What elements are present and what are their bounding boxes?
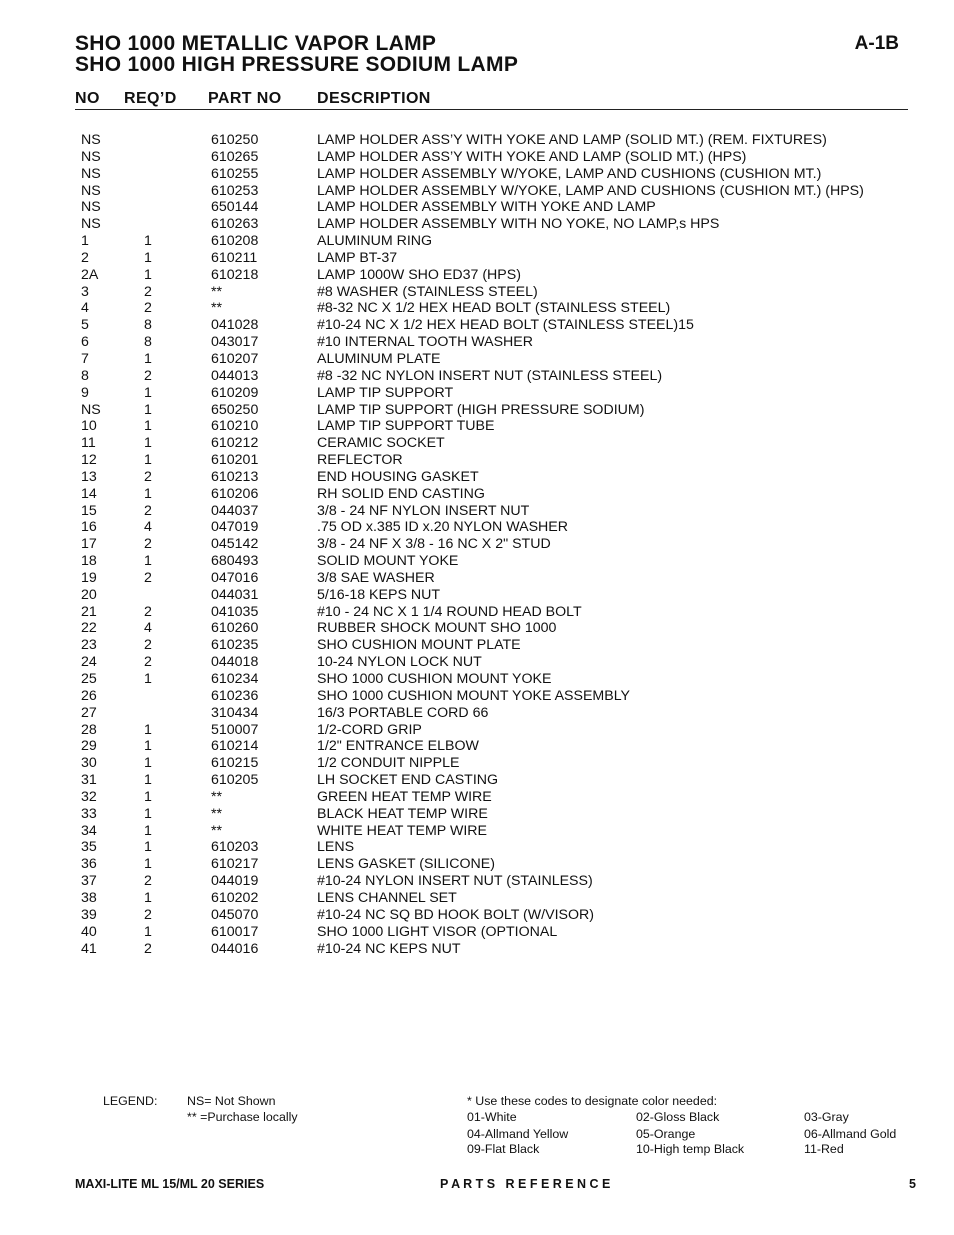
part-no: ** [211,283,223,300]
part-number-index: 4 [81,300,89,317]
part-description: #10 INTERNAL TOOTH WASHER [317,334,534,351]
column-reqd: REQ’D [124,90,177,107]
part-description: LH SOCKET END CASTING [317,772,499,789]
part-description: 1/2 CONDUIT NIPPLE [317,755,460,772]
quantity-required: 1 [144,671,152,687]
part-number-index: 2 [81,249,89,266]
part-number-index: 5 [81,317,89,334]
color-code: 11-Red [804,1142,844,1156]
part-number-index: 21 [81,603,97,620]
table-row [0,738,954,755]
part-no: 310434 [211,704,259,721]
part-no: ** [211,805,223,822]
part-no: 044016 [211,940,259,957]
column-header [75,90,908,110]
quantity-required: 2 [144,603,152,620]
quantity-required: 2 [144,468,152,485]
part-number-index: 33 [81,805,97,822]
part-description: #10-24 NC SQ BD HOOK BOLT (W/VISOR) [317,906,594,923]
part-number-index: 17 [81,536,97,553]
table-row [0,570,954,587]
quantity-required: 8 [144,317,152,334]
part-description: LAMP HOLDER ASSEMBLY W/YOKE, LAMP AND CUSHIONS (CUSHION MT.) [317,165,822,182]
part-number-index: NS [81,165,101,182]
part-number-index: 24 [81,654,97,671]
part-number-index: 34 [81,822,97,839]
part-description: 3/8 - 24 NF X 3/8 - 16 NC X 2" STUD [317,536,551,553]
part-description: SHO 1000 LIGHT VISOR (OPTIONAL [317,923,558,940]
part-no: 044018 [211,654,259,671]
part-number-index: 3 [81,283,89,300]
part-description: BLACK HEAT TEMP WIRE [317,805,488,822]
part-description: LAMP TIP SUPPORT TUBE [317,418,495,435]
part-description: LENS [317,839,355,856]
part-no: 610211 [211,249,258,266]
table-row [0,688,954,705]
quantity-required: 2 [144,873,152,890]
part-description: #8 -32 NC NYLON INSERT NUT (STAINLESS STEEL) [317,367,663,384]
part-no: 045142 [211,536,259,553]
table-row [0,166,954,183]
table-row [0,924,954,941]
part-description: LAMP BT-37 [317,249,398,266]
quantity-required: 1 [144,553,152,570]
part-description: LENS CHANNEL SET [317,889,457,906]
part-number-index: 8 [81,367,89,384]
part-description: SHO 1000 CUSHION MOUNT YOKE ASSEMBLY [317,687,631,704]
part-no: 650144 [211,199,259,216]
quantity-required: 2 [144,536,152,553]
part-no: ** [211,788,223,805]
color-codes-note: * Use these codes to designate color needed: [467,1094,718,1108]
table-row [0,418,954,435]
table-row [0,604,954,621]
table-row [0,907,954,924]
part-number-index: 27 [81,704,97,721]
part-no: 047016 [211,569,259,586]
table-row [0,519,954,536]
part-number-index: 15 [81,502,97,519]
part-no: 043017 [211,334,259,351]
part-no: 047019 [211,519,259,536]
part-number-index: NS [81,182,101,199]
part-description: SHO CUSHION MOUNT PLATE [317,637,521,654]
table-row [0,183,954,200]
part-number-index: 28 [81,721,97,738]
part-number-index: 1 [81,233,89,250]
part-number-index: 41 [81,940,97,957]
table-row [0,351,954,368]
part-description: .75 OD x.385 ID x.20 NYLON WASHER [317,519,568,536]
part-description: REFLECTOR [317,452,403,469]
color-code: 10-High temp Black [636,1142,745,1156]
table-row [0,503,954,520]
part-no: 610214 [211,738,259,755]
part-number-index: 18 [81,553,97,570]
part-number-index: 31 [81,772,97,789]
part-description: CERAMIC SOCKET [317,435,445,452]
quantity-required: 1 [144,839,152,856]
footer-section: P A R T S R E F E R E N C E [440,1177,611,1191]
quantity-required: 1 [144,418,152,435]
part-description: LAMP HOLDER ASSEMBLY WITH YOKE AND LAMP [317,199,656,216]
column-description: DESCRIPTION [317,90,431,107]
table-row [0,654,954,671]
color-code: 05-Orange [636,1127,696,1141]
quantity-required: 1 [144,738,152,755]
quantity-required: 1 [144,485,152,502]
part-number-index: 12 [81,452,97,469]
page-code: A-1B [854,33,899,54]
part-number-index: 32 [81,788,97,805]
part-no: 044037 [211,502,259,519]
page-title [75,33,905,75]
part-no: 044031 [211,586,259,603]
quantity-required: 1 [144,856,152,873]
table-row [0,199,954,216]
legend-ns: NS= Not Shown [187,1094,276,1108]
table-row [0,941,954,958]
part-description: 1/2" ENTRANCE ELBOW [317,738,479,755]
part-no: 041028 [211,317,259,334]
quantity-required: 2 [144,906,152,923]
part-description: LAMP HOLDER ASSEMBLY W/YOKE, LAMP AND CUSHIONS (CUSHION MT.) (HPS) [317,182,864,199]
quantity-required: 4 [144,519,152,536]
table-row [0,250,954,267]
part-no: 610263 [211,216,259,233]
color-code: 04-Allmand Yellow [467,1127,569,1141]
part-description: #10 - 24 NC X 1 1/4 ROUND HEAD BOLT [317,603,582,620]
table-row [0,317,954,334]
part-no: 510007 [211,721,259,738]
part-number-index: 20 [81,586,97,603]
table-row [0,284,954,301]
table-row [0,469,954,486]
quantity-required: 1 [144,233,152,250]
part-no: 041035 [211,603,259,620]
part-number-index: 30 [81,755,97,772]
part-description: LAMP HOLDER ASS’Y WITH YOKE AND LAMP (SOLID MT.) (REM. FIXTURES) [317,132,827,148]
part-description: LAMP TIP SUPPORT [317,384,454,401]
quantity-required: 2 [144,367,152,384]
part-no: 610265 [211,148,259,165]
table-row [0,789,954,806]
quantity-required: 1 [144,384,152,401]
part-description: #10-24 NC KEPS NUT [317,940,461,957]
table-row [0,856,954,873]
table-row [0,536,954,553]
part-no: 610260 [211,620,259,637]
color-code: 09-Flat Black [467,1142,540,1156]
table-row [0,334,954,351]
part-description: RH SOLID END CASTING [317,485,485,502]
table-row [0,722,954,739]
part-no: 610206 [211,485,259,502]
part-description: ALUMINUM RING [317,233,433,250]
part-no: 610208 [211,233,259,250]
part-no: ** [211,300,223,317]
part-no: 610210 [211,418,259,435]
quantity-required: 2 [144,569,152,586]
part-description: RUBBER SHOCK MOUNT SHO 1000 [317,620,557,637]
part-number-index: 13 [81,468,97,485]
table-row [0,385,954,402]
part-number-index: 40 [81,923,97,940]
quantity-required: 1 [144,788,152,805]
part-number-index: 14 [81,485,97,502]
table-row [0,553,954,570]
part-description: LENS GASKET (SILICONE) [317,856,495,873]
part-no: 680493 [211,553,259,570]
table-row [0,620,954,637]
part-number-index: 37 [81,873,97,890]
part-no: 610236 [211,687,259,704]
quantity-required: 1 [144,721,152,738]
parts-list [0,132,954,957]
part-no: 610217 [211,856,259,873]
part-no: 610250 [211,132,259,148]
part-number-index: 16 [81,519,97,536]
part-no: 610213 [211,468,259,485]
part-description: LAMP TIP SUPPORT (HIGH PRESSURE SODIUM) [317,401,645,418]
part-number-index: 39 [81,906,97,923]
quantity-required: 1 [144,401,152,418]
color-code: 01-White [467,1110,517,1124]
part-number-index: 22 [81,620,97,637]
quantity-required: 2 [144,654,152,671]
table-row [0,435,954,452]
legend-label: LEGEND: [103,1094,158,1108]
page-number: 5 [909,1177,916,1191]
part-no: 610234 [211,671,259,687]
part-description: 3/8 - 24 NF NYLON INSERT NUT [317,502,530,519]
part-no: 610209 [211,384,259,401]
part-description: #8 WASHER (STAINLESS STEEL) [317,283,538,300]
part-description: 5/16-18 KEPS NUT [317,586,441,603]
quantity-required: 1 [144,772,152,789]
color-code: 06-Allmand Gold [804,1127,897,1141]
part-number-index: 26 [81,687,97,704]
part-number-index: 38 [81,889,97,906]
part-number-index: 6 [81,334,89,351]
part-description: 16/3 PORTABLE CORD 66 [317,704,489,721]
part-description: ALUMINUM PLATE [317,350,441,367]
part-no: 610212 [211,435,259,452]
part-description: LAMP HOLDER ASS’Y WITH YOKE AND LAMP (SOLID MT.) (HPS) [317,148,747,165]
color-code: 02-Gloss Black [636,1110,720,1124]
part-number-index: 10 [81,418,97,435]
part-number-index: 11 [81,435,96,452]
table-row [0,772,954,789]
part-no: 610201 [211,452,259,469]
table-row [0,368,954,385]
quantity-required: 1 [144,755,152,772]
part-number-index: 23 [81,637,97,654]
part-number-index: 36 [81,856,97,873]
part-description: SHO 1000 CUSHION MOUNT YOKE [317,671,552,687]
table-row [0,755,954,772]
part-no: 610202 [211,889,259,906]
table-row [0,216,954,233]
table-row [0,300,954,317]
part-description: 1/2-CORD GRIP [317,721,422,738]
part-no: 610235 [211,637,259,654]
table-row [0,233,954,250]
part-no: 610205 [211,772,259,789]
part-number-index: 9 [81,384,89,401]
quantity-required: 1 [144,923,152,940]
part-number-index: NS [81,199,101,216]
quantity-required: 8 [144,334,152,351]
quantity-required: 1 [144,822,152,839]
quantity-required: 1 [144,805,152,822]
part-number-index: NS [81,401,101,418]
color-code: 03-Gray [804,1110,849,1124]
table-row [0,873,954,890]
part-description: #10-24 NC X 1/2 HEX HEAD BOLT (STAINLESS STEEL)15 [317,317,694,334]
table-row [0,705,954,722]
quantity-required: 2 [144,300,152,317]
quantity-required: 2 [144,502,152,519]
quantity-required: 2 [144,637,152,654]
legend-purchase: ** =Purchase locally [187,1110,298,1124]
part-description: SOLID MOUNT YOKE [317,553,459,570]
quantity-required: 1 [144,889,152,906]
part-number-index: NS [81,216,101,233]
part-number-index: 19 [81,569,97,586]
part-description: WHITE HEAT TEMP WIRE [317,822,487,839]
quantity-required: 2 [144,283,152,300]
table-row [0,132,954,149]
title-line-1: SHO 1000 METALLIC VAPOR LAMP [75,32,437,55]
part-number-index: 25 [81,671,97,687]
table-row [0,839,954,856]
part-description: #8-32 NC X 1/2 HEX HEAD BOLT (STAINLESS STEEL) [317,300,671,317]
table-row [0,637,954,654]
part-description: 10-24 NYLON LOCK NUT [317,654,482,671]
quantity-required: 4 [144,620,152,637]
table-row [0,402,954,419]
table-row [0,452,954,469]
part-no: 610017 [211,923,259,940]
part-description: END HOUSING GASKET [317,468,479,485]
part-no: ** [211,822,223,839]
footer-series: MAXI-LITE ML 15/ML 20 SERIES [75,1177,265,1191]
quantity-required: 1 [144,452,152,469]
table-row [0,890,954,907]
part-no: 044019 [211,873,259,890]
table-row [0,267,954,284]
part-number-index: NS [81,148,101,165]
table-row [0,671,954,688]
part-description: LAMP 1000W SHO ED37 (HPS) [317,266,521,283]
table-row [0,149,954,166]
part-no: 610203 [211,839,259,856]
table-row [0,486,954,503]
title-line-2: SHO 1000 HIGH PRESSURE SODIUM LAMP [75,53,519,76]
part-no: 044013 [211,367,259,384]
table-row [0,806,954,823]
part-no: 650250 [211,401,259,418]
column-part-no: PART NO [208,90,282,107]
quantity-required: 2 [144,940,152,957]
part-no: 045070 [211,906,259,923]
part-no: 610255 [211,165,259,182]
part-number-index: NS [81,132,101,148]
column-no: NO [75,90,100,107]
part-number-index: 35 [81,839,97,856]
part-no: 610207 [211,350,259,367]
table-row [0,587,954,604]
part-no: 610253 [211,182,259,199]
part-no: 610215 [211,755,259,772]
quantity-required: 1 [144,435,152,452]
part-no: 610218 [211,266,259,283]
part-number-index: 7 [81,350,89,367]
part-description: GREEN HEAT TEMP WIRE [317,788,492,805]
part-number-index: 29 [81,738,97,755]
quantity-required: 1 [144,350,152,367]
part-description: #10-24 NYLON INSERT NUT (STAINLESS) [317,873,593,890]
table-row [0,823,954,840]
quantity-required: 1 [144,266,152,283]
part-number-index: 2A [81,266,99,283]
quantity-required: 1 [144,249,152,266]
part-description: LAMP HOLDER ASSEMBLY WITH NO YOKE, NO LAMP,s HPS [317,216,720,233]
part-description: 3/8 SAE WASHER [317,569,435,586]
